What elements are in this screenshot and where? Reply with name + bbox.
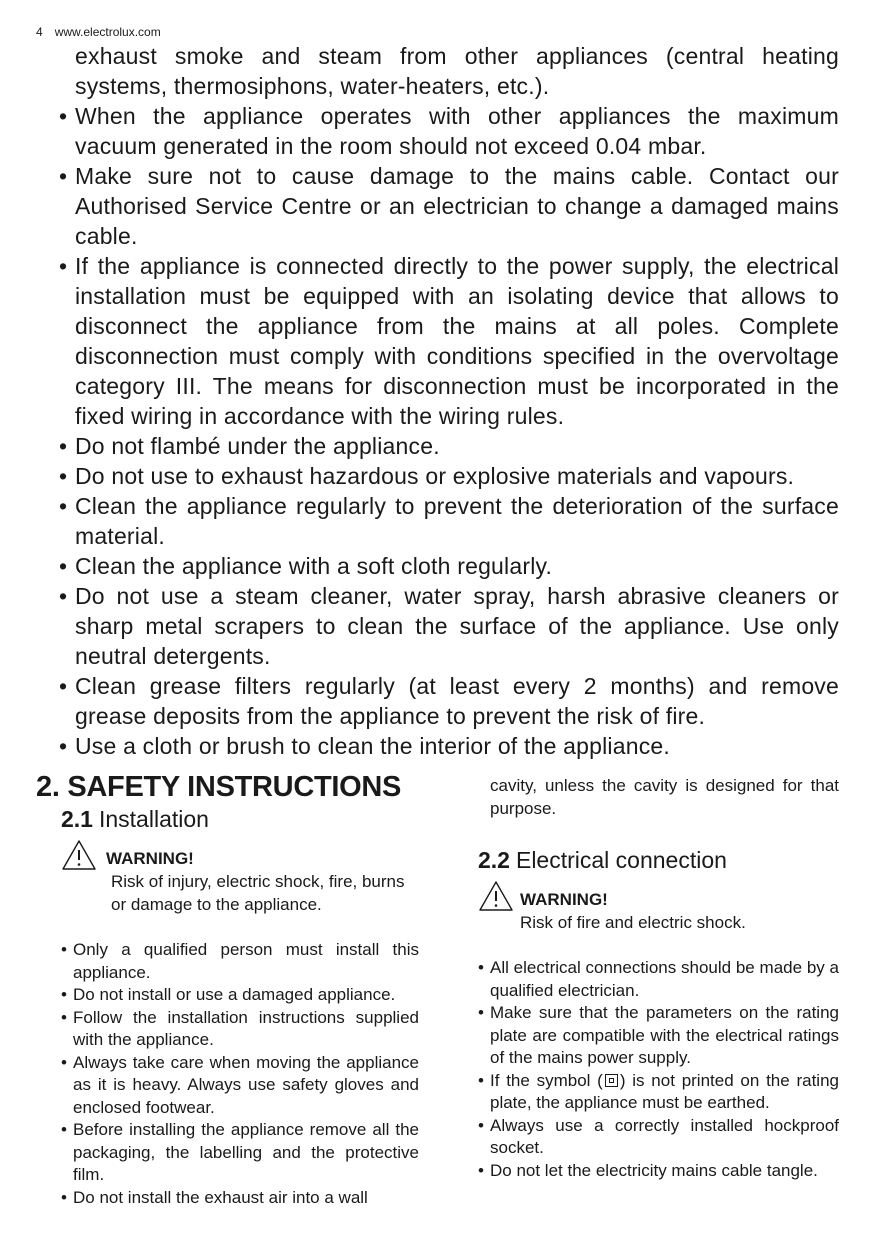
electrical-number: 2.2 [478, 847, 510, 873]
list-item: • Do not install the exhaust air into a wall [61, 1187, 419, 1210]
list-item: • If the appliance is connected directly to the power supply, the electrical installation must be equipped with an isolating device that allows to disconnect the appliance from the mains at all poles. Complete disconnection must comply with conditions specified in the overvoltage category III. The means for disconnection must be incorporated in the fixed wiring in accordance with the wiring rules. [55, 251, 839, 431]
list-item [478, 1070, 839, 1115]
website-url: www.electrolux.com [54, 25, 161, 39]
installation-list [61, 939, 419, 1209]
earth-symbol-icon [605, 1074, 618, 1087]
continuation-text: exhaust smoke and steam from other appliances (central heating systems, thermosiphons, water-heaters, etc.). [75, 43, 839, 99]
section-title: 2. SAFETY INSTRUCTIONS [36, 771, 402, 803]
list-item: • Make sure that the parameters on the rating plate are compatible with the electrical ratings of the mains power supply. [478, 1002, 839, 1070]
installation-title: Installation [98, 806, 209, 832]
installation-number: 2.1 [61, 806, 93, 832]
list-item: • Do not flambé under the appliance. [55, 431, 839, 461]
warning-icon [61, 839, 97, 871]
list-item: • All electrical connections should be made by a qualified electrician. [478, 957, 839, 1002]
top-section [55, 41, 839, 761]
list-item: • Do not install or use a damaged appliance. [61, 984, 419, 1007]
warning-title: WARNING! [520, 890, 608, 909]
warning-text: Risk of fire and electric shock. [520, 913, 746, 932]
electrical-title: Electrical connection [515, 847, 727, 873]
installation-heading [61, 806, 419, 833]
electrical-list [478, 957, 839, 1182]
list-item: • Do not use a steam cleaner, water spray, harsh abrasive cleaners or sharp metal scrapers to clean the surface of the appliance. Use only neutral detergents. [55, 581, 839, 671]
page-header [36, 25, 173, 39]
list-item: • Make sure not to cause damage to the mains cable. Contact our Authorised Service Centre or an electrician to change a damaged mains cable. [55, 161, 839, 251]
electrical-warning [478, 888, 839, 934]
list-item: • Do not use to exhaust hazardous or explosive materials and vapours. [55, 461, 839, 491]
list-item: • Use a cloth or brush to clean the interior of the appliance. [55, 731, 839, 761]
symbol-text-after: ) is not printed on the rating plate, the appliance must be earthed. [490, 1070, 839, 1112]
list-item: • Do not let the electricity mains cable tangle. [478, 1160, 839, 1183]
list-item: • Clean the appliance regularly to prevent the deterioration of the surface material. [55, 491, 839, 551]
list-item: • Always use a correctly installed hockproof socket. [478, 1115, 839, 1160]
warning-text: Risk of injury, electric shock, fire, burns or damage to the appliance. [111, 872, 405, 914]
page-number: 4 [36, 25, 43, 39]
list-item: • Before installing the appliance remove all the packaging, the labelling and the protective film. [61, 1119, 419, 1187]
installation-warning [61, 847, 419, 916]
right-column [478, 775, 839, 1182]
symbol-text-before: If the symbol ( [490, 1070, 603, 1090]
list-item: • Clean the appliance with a soft cloth regularly. [55, 551, 839, 581]
list-item: • Clean grease filters regularly (at least every 2 months) and remove grease deposits from the appliance to prevent the risk of fire. [55, 671, 839, 731]
electrical-heading [478, 847, 839, 874]
list-item: • When the appliance operates with other appliances the maximum vacuum generated in the room should not exceed 0.04 mbar. [55, 101, 839, 161]
list-item: • Only a qualified person must install this appliance. [61, 939, 419, 984]
installation-section [61, 806, 419, 1209]
installation-continuation: cavity, unless the cavity is designed for that purpose. [490, 776, 839, 818]
list-item: • Always take care when moving the appliance as it is heavy. Always use safety gloves and enclosed footwear. [61, 1052, 419, 1120]
warning-title: WARNING! [106, 849, 194, 868]
warning-icon [478, 880, 514, 912]
list-item: • Follow the installation instructions supplied with the appliance. [61, 1007, 419, 1052]
